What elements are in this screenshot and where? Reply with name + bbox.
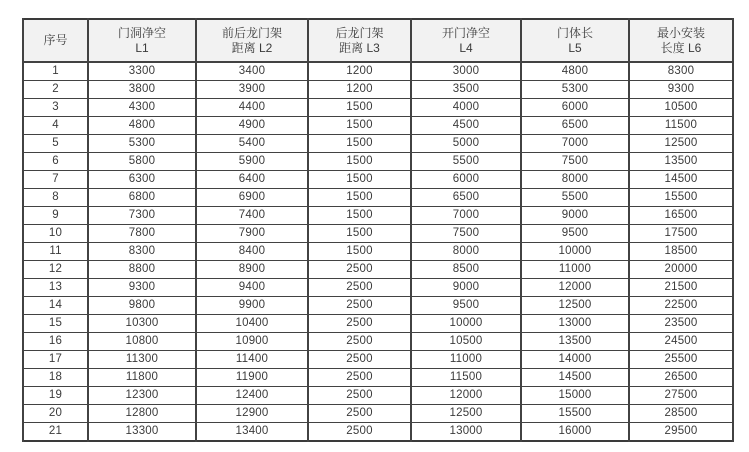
value-cell: 4400 (196, 99, 308, 117)
value-cell: 9300 (88, 279, 196, 297)
table-container (22, 18, 734, 442)
value-cell: 7300 (88, 207, 196, 225)
value-cell: 13500 (521, 333, 629, 351)
value-cell: 1500 (308, 225, 411, 243)
value-cell: 11900 (196, 369, 308, 387)
value-cell: 1500 (308, 171, 411, 189)
row-index-cell: 14 (23, 297, 88, 315)
value-cell: 15500 (521, 405, 629, 423)
value-cell: 2500 (308, 279, 411, 297)
value-cell: 5500 (521, 189, 629, 207)
value-cell: 10500 (629, 99, 733, 117)
row-index-cell: 16 (23, 333, 88, 351)
row-index-cell: 2 (23, 81, 88, 99)
value-cell: 8000 (521, 171, 629, 189)
value-cell: 2500 (308, 297, 411, 315)
value-cell: 6500 (521, 117, 629, 135)
table-row (23, 387, 733, 405)
value-cell: 7000 (521, 135, 629, 153)
header-sublabel: 距离 L3 (339, 40, 380, 55)
value-cell: 7500 (521, 153, 629, 171)
header-sublabel: 距离 L2 (231, 40, 273, 55)
header-sublabel: L1 (135, 40, 149, 55)
value-cell: 12300 (88, 387, 196, 405)
value-cell: 13000 (521, 315, 629, 333)
column-header-index (23, 19, 88, 62)
value-cell: 25500 (629, 351, 733, 369)
column-header-l2 (196, 19, 308, 62)
row-index-cell: 1 (23, 62, 88, 81)
row-index-cell: 4 (23, 117, 88, 135)
value-cell: 1500 (308, 207, 411, 225)
value-cell: 9500 (411, 297, 521, 315)
value-cell: 4800 (521, 62, 629, 81)
row-index-cell: 19 (23, 387, 88, 405)
value-cell: 10300 (88, 315, 196, 333)
row-index-cell: 9 (23, 207, 88, 225)
value-cell: 1500 (308, 189, 411, 207)
row-index-cell: 3 (23, 99, 88, 117)
header-label: 后龙门架 (335, 25, 384, 40)
value-cell: 16000 (521, 423, 629, 442)
table-row (23, 225, 733, 243)
value-cell: 1200 (308, 62, 411, 81)
value-cell: 11400 (196, 351, 308, 369)
value-cell: 12500 (411, 405, 521, 423)
value-cell: 12500 (521, 297, 629, 315)
value-cell: 15000 (521, 387, 629, 405)
value-cell: 5400 (196, 135, 308, 153)
value-cell: 8900 (196, 261, 308, 279)
value-cell: 7500 (411, 225, 521, 243)
row-index-cell: 21 (23, 423, 88, 442)
value-cell: 5500 (411, 153, 521, 171)
value-cell: 10500 (411, 333, 521, 351)
table-row (23, 261, 733, 279)
value-cell: 10000 (521, 243, 629, 261)
value-cell: 4900 (196, 117, 308, 135)
value-cell: 10800 (88, 333, 196, 351)
row-index-cell: 11 (23, 243, 88, 261)
value-cell: 11500 (629, 117, 733, 135)
value-cell: 9000 (411, 279, 521, 297)
value-cell: 2500 (308, 333, 411, 351)
value-cell: 4500 (411, 117, 521, 135)
value-cell: 3500 (411, 81, 521, 99)
table-row (23, 153, 733, 171)
value-cell: 6900 (196, 189, 308, 207)
value-cell: 9400 (196, 279, 308, 297)
row-index-cell: 17 (23, 351, 88, 369)
value-cell: 7400 (196, 207, 308, 225)
table-row (23, 189, 733, 207)
value-cell: 22500 (629, 297, 733, 315)
table-row (23, 117, 733, 135)
value-cell: 5900 (196, 153, 308, 171)
value-cell: 24500 (629, 333, 733, 351)
value-cell: 1200 (308, 81, 411, 99)
table-row (23, 369, 733, 387)
value-cell: 3000 (411, 62, 521, 81)
value-cell: 2500 (308, 315, 411, 333)
value-cell: 3300 (88, 62, 196, 81)
header-label: 最小安装 (656, 25, 705, 40)
table-body (23, 62, 733, 441)
value-cell: 11000 (521, 261, 629, 279)
column-header-l3 (308, 19, 411, 62)
column-header-l6 (629, 19, 733, 62)
value-cell: 5800 (88, 153, 196, 171)
value-cell: 8300 (629, 62, 733, 81)
header-label: 门体长 (556, 25, 593, 40)
table-row (23, 279, 733, 297)
value-cell: 13000 (411, 423, 521, 442)
row-index-cell: 15 (23, 315, 88, 333)
value-cell: 6000 (521, 99, 629, 117)
value-cell: 2500 (308, 405, 411, 423)
value-cell: 11000 (411, 351, 521, 369)
value-cell: 13500 (629, 153, 733, 171)
value-cell: 23500 (629, 315, 733, 333)
table-row (23, 62, 733, 81)
value-cell: 4000 (411, 99, 521, 117)
table-row (23, 405, 733, 423)
value-cell: 1500 (308, 243, 411, 261)
row-index-cell: 5 (23, 135, 88, 153)
value-cell: 9300 (629, 81, 733, 99)
value-cell: 13300 (88, 423, 196, 442)
value-cell: 7800 (88, 225, 196, 243)
value-cell: 12500 (629, 135, 733, 153)
value-cell: 1500 (308, 135, 411, 153)
value-cell: 2500 (308, 423, 411, 442)
table-row (23, 423, 733, 442)
value-cell: 4800 (88, 117, 196, 135)
value-cell: 3900 (196, 81, 308, 99)
value-cell: 12800 (88, 405, 196, 423)
row-index-cell: 6 (23, 153, 88, 171)
value-cell: 8400 (196, 243, 308, 261)
value-cell: 18500 (629, 243, 733, 261)
value-cell: 27500 (629, 387, 733, 405)
value-cell: 8800 (88, 261, 196, 279)
value-cell: 6500 (411, 189, 521, 207)
value-cell: 10400 (196, 315, 308, 333)
value-cell: 2500 (308, 369, 411, 387)
table-row (23, 207, 733, 225)
table-header (23, 19, 733, 62)
column-header-l1 (88, 19, 196, 62)
value-cell: 3800 (88, 81, 196, 99)
value-cell: 1500 (308, 153, 411, 171)
value-cell: 10900 (196, 333, 308, 351)
value-cell: 11800 (88, 369, 196, 387)
value-cell: 12000 (411, 387, 521, 405)
value-cell: 12000 (521, 279, 629, 297)
value-cell: 9800 (88, 297, 196, 315)
table-row (23, 333, 733, 351)
value-cell: 9000 (521, 207, 629, 225)
value-cell: 9900 (196, 297, 308, 315)
value-cell: 2500 (308, 351, 411, 369)
table-row (23, 243, 733, 261)
column-header-l4 (411, 19, 521, 62)
table-row (23, 297, 733, 315)
value-cell: 13400 (196, 423, 308, 442)
value-cell: 6000 (411, 171, 521, 189)
header-sublabel: 长度 L6 (660, 40, 702, 55)
value-cell: 21500 (629, 279, 733, 297)
value-cell: 16500 (629, 207, 733, 225)
value-cell: 17500 (629, 225, 733, 243)
header-label: 开门净空 (441, 25, 490, 40)
row-index-cell: 13 (23, 279, 88, 297)
value-cell: 2500 (308, 261, 411, 279)
value-cell: 8300 (88, 243, 196, 261)
row-index-cell: 12 (23, 261, 88, 279)
value-cell: 8500 (411, 261, 521, 279)
value-cell: 7000 (411, 207, 521, 225)
value-cell: 15500 (629, 189, 733, 207)
value-cell: 29500 (629, 423, 733, 442)
row-index-cell: 7 (23, 171, 88, 189)
value-cell: 1500 (308, 99, 411, 117)
table-row (23, 171, 733, 189)
value-cell: 14500 (629, 171, 733, 189)
value-cell: 14000 (521, 351, 629, 369)
value-cell: 11500 (411, 369, 521, 387)
value-cell: 1500 (308, 117, 411, 135)
header-row (23, 19, 733, 62)
value-cell: 10000 (411, 315, 521, 333)
value-cell: 4300 (88, 99, 196, 117)
table-row (23, 81, 733, 99)
column-header-l5 (521, 19, 629, 62)
table-row (23, 99, 733, 117)
value-cell: 5300 (521, 81, 629, 99)
value-cell: 14500 (521, 369, 629, 387)
header-sublabel: L4 (459, 40, 473, 55)
header-sublabel: L5 (568, 40, 582, 55)
row-index-cell: 10 (23, 225, 88, 243)
value-cell: 9500 (521, 225, 629, 243)
row-index-cell: 20 (23, 405, 88, 423)
value-cell: 26500 (629, 369, 733, 387)
value-cell: 28500 (629, 405, 733, 423)
value-cell: 12400 (196, 387, 308, 405)
header-label: 前后龙门架 (221, 25, 282, 40)
table-row (23, 315, 733, 333)
value-cell: 2500 (308, 387, 411, 405)
table-row (23, 351, 733, 369)
value-cell: 6800 (88, 189, 196, 207)
value-cell: 5000 (411, 135, 521, 153)
value-cell: 5300 (88, 135, 196, 153)
row-index-cell: 18 (23, 369, 88, 387)
value-cell: 6400 (196, 171, 308, 189)
table-row (23, 135, 733, 153)
row-index-cell: 8 (23, 189, 88, 207)
value-cell: 12900 (196, 405, 308, 423)
door-spec-table (22, 18, 734, 442)
value-cell: 8000 (411, 243, 521, 261)
header-label: 门洞净空 (117, 25, 166, 40)
value-cell: 7900 (196, 225, 308, 243)
header-label: 序号 (43, 33, 68, 47)
value-cell: 20000 (629, 261, 733, 279)
value-cell: 11300 (88, 351, 196, 369)
value-cell: 6300 (88, 171, 196, 189)
value-cell: 3400 (196, 62, 308, 81)
